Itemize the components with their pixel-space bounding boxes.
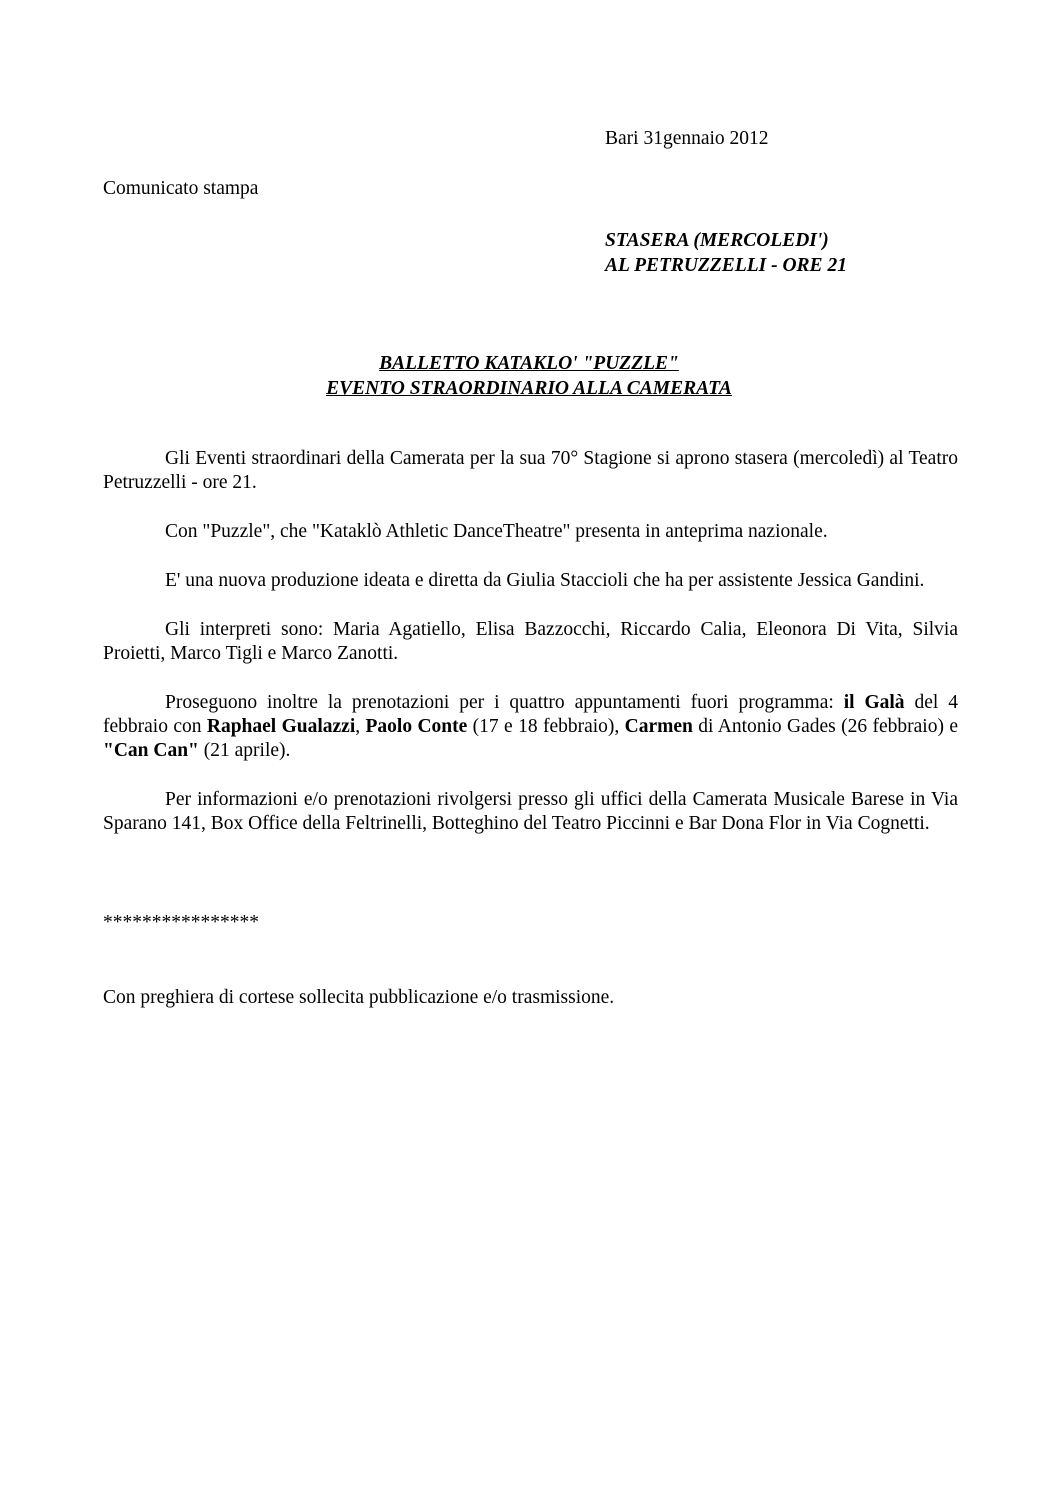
closing-line: Con preghiera di cortese sollecita pubblicazione e/o trasmissione.: [103, 987, 615, 1008]
bookings-can-can: "Can Can": [103, 740, 199, 761]
bookings-text-4: (17 e 18 febbraio),: [467, 716, 625, 737]
paragraph-info: Per informazioni e/o prenotazioni rivolgersi presso gli uffici della Camerata Musicale Barese in Via Sparano 141, Box Office della Feltrinelli, Botteghino del Teatro Piccinni e Bar Dona Flor in Via Cognetti.: [103, 789, 958, 834]
body-text: [103, 447, 958, 861]
bookings-gualazzi: Raphael Gualazzi: [206, 716, 356, 737]
document-type: Comunicato stampa: [103, 178, 259, 199]
paragraph-performers: Gli interpreti sono: Maria Agatiello, Elisa Bazzocchi, Riccardo Calia, Eleonora Di Vita, Silvia Proietti, Marco Tigli e Marco Zanotti.: [103, 619, 958, 664]
bookings-carmen: Carmen: [624, 716, 693, 737]
kicker: [605, 228, 847, 278]
paragraph-puzzle: Con "Puzzle", che "Kataklò Athletic DanceTheatre" presenta in anteprima nazionale.: [165, 521, 828, 542]
bookings-text-3: ,: [355, 716, 366, 737]
date-line: Bari 31gennaio 2012: [605, 128, 769, 149]
headline: [0, 351, 1058, 401]
bookings-text-2: del 4 febbraio con: [103, 692, 958, 737]
kicker-line-1: STASERA (MERCOLEDI'): [605, 230, 829, 251]
kicker-line-2: AL PETRUZZELLI - ORE 21: [605, 255, 847, 276]
paragraph-production: E' una nuova produzione ideata e diretta da Giulia Staccioli che ha per assistente Jessica Gandini.: [165, 570, 925, 591]
bookings-text-6: (21 aprile).: [198, 740, 291, 761]
bookings-conte: Paolo Conte: [365, 716, 468, 737]
bookings-gala: il Galà: [843, 692, 905, 713]
separator-stars: ****************: [103, 912, 259, 933]
headline-line-2: EVENTO STRAORDINARIO ALLA CAMERATA: [326, 378, 732, 399]
bookings-text-5: di Antonio Gades (26 febbraio) e: [692, 716, 958, 737]
paragraph-season-opening: Gli Eventi straordinari della Camerata per la sua 70° Stagione si aprono stasera (mercoledì) al Teatro Petruzzelli - ore 21.: [103, 448, 958, 493]
bookings-text-1: Proseguono inoltre la prenotazioni per i quattro appuntamenti fuori programma:: [165, 692, 844, 713]
paragraph-bookings: [103, 691, 958, 763]
headline-line-1: BALLETTO KATAKLO' "PUZZLE": [379, 353, 679, 374]
